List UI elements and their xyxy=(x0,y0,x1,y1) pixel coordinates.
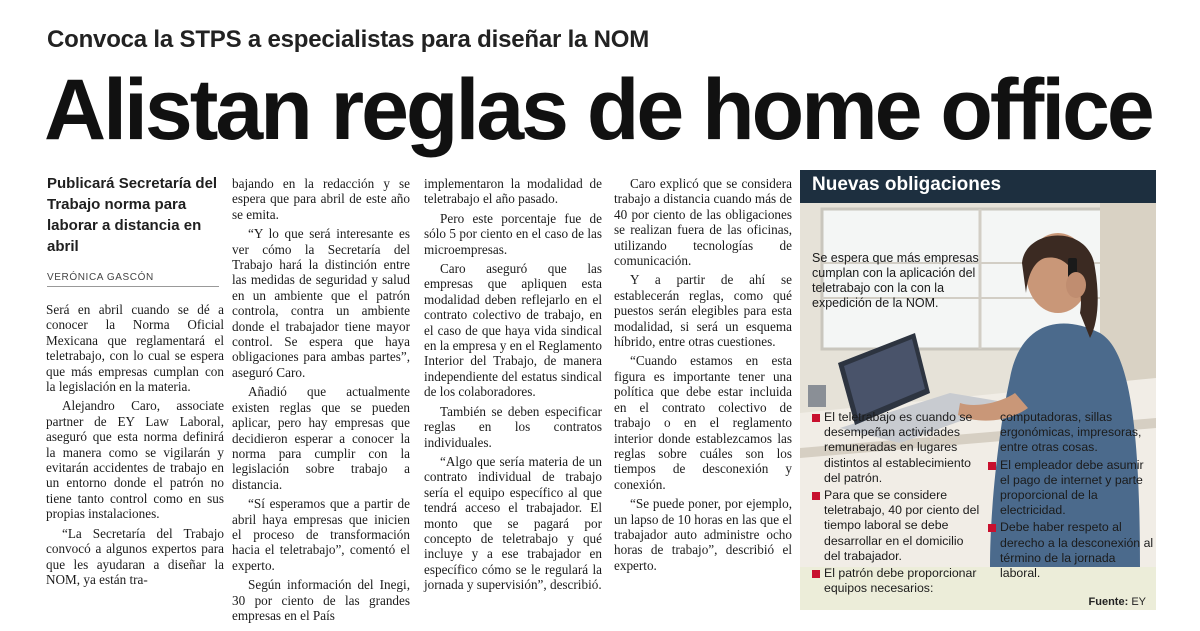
paragraph: Alejandro Caro, associate partner de EY Law Laboral, aseguró que esta norma definirá la manera como se vigilarán y evitarán accidentes de trabajo en un entorno donde el patrón no tiene tanto control como en sus propias instalaciones. xyxy=(46,398,224,522)
paragraph: “Algo que sería materia de un contrato individual de trabajo sería el equipo específico al que tendrá acceso el trabajador. El monto que se pagará por concepto de teletrabajo y qué incluye y a ese trabajador en específico cómo se le regulará la jornada y supervisión”, describió. xyxy=(424,453,602,593)
paragraph: También se deben especificar reglas en los contratos individuales. xyxy=(424,403,602,450)
article-column-2 xyxy=(232,176,410,627)
paragraph: Añadió que actualmente existen reglas que se pueden aplicar, pero hay empresas que decidieron esperar a conocer la norma para cumplir con la legislación sobre trabajo a distancia. xyxy=(232,384,410,492)
article-column-4 xyxy=(614,176,792,577)
bullet-text: El empleador debe asumir el pago de internet y parte proporcional de la electricidad. xyxy=(1000,457,1144,518)
source-label: Fuente: xyxy=(1088,596,1129,608)
paragraph: “Cuando estamos en esta figura es importante tener una política que debe estar incluida en el contrato colectivo de trabajo o en el reglamento interior donde establezcamos las reglas sobre cuáles son los tiempos de desconexión y conexión. xyxy=(614,353,792,492)
article-column-3 xyxy=(424,176,602,597)
paragraph: “Y lo que será interesante es ver cómo la Secretaría del Trabajo hará la distinción entre las medidas de seguridad y salud en un ambiente que el patrón controla, contra un ambiente donde el trabajador tiene mayor control. Se espera que haya obligaciones para ambas partes”, aseguró Caro. xyxy=(232,226,410,380)
paragraph: “Se puede poner, por ejemplo, un lapso de 10 horas en las que el trabajador auto administre ocho horas de trabajo”, describió el experto. xyxy=(614,496,792,573)
bullet-item xyxy=(812,566,980,596)
bullet-text: Debe haber respeto al derecho a la desconexión al término de la jornada laboral. xyxy=(1000,520,1154,581)
photo-caption: Se espera que más empresas cumplan con la aplicación del teletrabajo con la con la expedición de la NOM. xyxy=(812,251,979,310)
headline: Alistan reglas de home office xyxy=(44,62,1152,158)
paragraph: Y a partir de ahí se establecerán reglas, como qué puestos serán elegibles para esta modalidad, si será un esquema híbrido, entre otras cuestiones. xyxy=(614,272,792,350)
paragraph: implementaron la modalidad de teletrabajo el año pasado. xyxy=(424,176,602,207)
sidebar-title: Nuevas obligaciones xyxy=(812,174,1002,195)
bullet-text: El patrón debe proporcionar equipos necesarios: xyxy=(824,566,977,596)
bullet-marker-icon xyxy=(812,492,820,500)
kicker: Convoca la STPS a especialistas para diseñar la NOM xyxy=(47,26,650,53)
paragraph: Según información del Inegi, 30 por ciento de las grandes empresas en el País xyxy=(232,577,410,623)
bullet-item xyxy=(812,488,980,564)
bullet-marker-icon xyxy=(812,414,820,422)
source-value: EY xyxy=(1131,596,1146,608)
bullet-marker-icon xyxy=(988,462,996,470)
paragraph: bajando en la redacción y se espera que para abril de este año se emita. xyxy=(232,176,410,222)
byline: VERÓNICA GASCÓN xyxy=(47,272,219,287)
sidebar-box xyxy=(800,170,1156,610)
bullet-marker-icon xyxy=(812,570,820,578)
bullet-item xyxy=(988,520,1156,581)
paragraph: “Sí esperamos que a partir de abril haya empresas que inicien el proceso de transformación hacia el teletrabajo”, comentó el experto. xyxy=(232,496,410,573)
bullet-item xyxy=(988,458,1156,519)
bullet-list-right xyxy=(988,410,1156,583)
paragraph: Será en abril cuando se dé a conocer la Norma Oficial Mexicana que reglamentará el teletrabajo, con lo cual se espera que más empresas cumplan con la legislación en la materia. xyxy=(46,302,224,395)
paragraph: Caro aseguró que las empresas que apliquen esta modalidad deben reflejarlo en el contrato colectivo de trabajo, en el caso de que haya vida sindical en la empresa y en el Reglamento Interior del Trabajo, de manera independiente del estatus sindical de los colaboradores. xyxy=(424,261,602,400)
bullet-item xyxy=(812,410,980,486)
bullet-text: Para que se considere teletrabajo, 40 por ciento del tiempo laboral se debe desarrollar en el domicilio del trabajador. xyxy=(824,488,980,563)
bullet-list-left xyxy=(812,410,980,598)
sidebar-header xyxy=(800,170,1156,203)
source-credit xyxy=(1089,596,1146,608)
paragraph: Pero este porcentaje fue de sólo 5 por ciento en el caso de las microempresas. xyxy=(424,210,602,257)
article-column-1 xyxy=(46,302,224,591)
paragraph: “La Secretaría del Trabajo convocó a algunos expertos para que les ayudaran a diseñar la NOM, ya están tra- xyxy=(46,525,224,587)
deck: Publicará Secretaría del Trabajo norma para laborar a distancia en abril xyxy=(47,175,218,255)
bullet-text: El teletrabajo es cuando se desempeñan actividades remuneradas en lugares distintos al establecimiento del patrón. xyxy=(824,410,973,485)
bullet-marker-icon xyxy=(988,524,996,532)
bullet-item xyxy=(988,410,1156,456)
bullet-text: computadoras, sillas ergonómicas, impresoras, entre otras cosas. xyxy=(1000,410,1142,455)
paragraph: Caro explicó que se considera trabajo a distancia cuando más de 40 por ciento de las obligaciones se realizan fuera de las oficinas, utilizando tecnologías de comunicación. xyxy=(614,176,792,269)
